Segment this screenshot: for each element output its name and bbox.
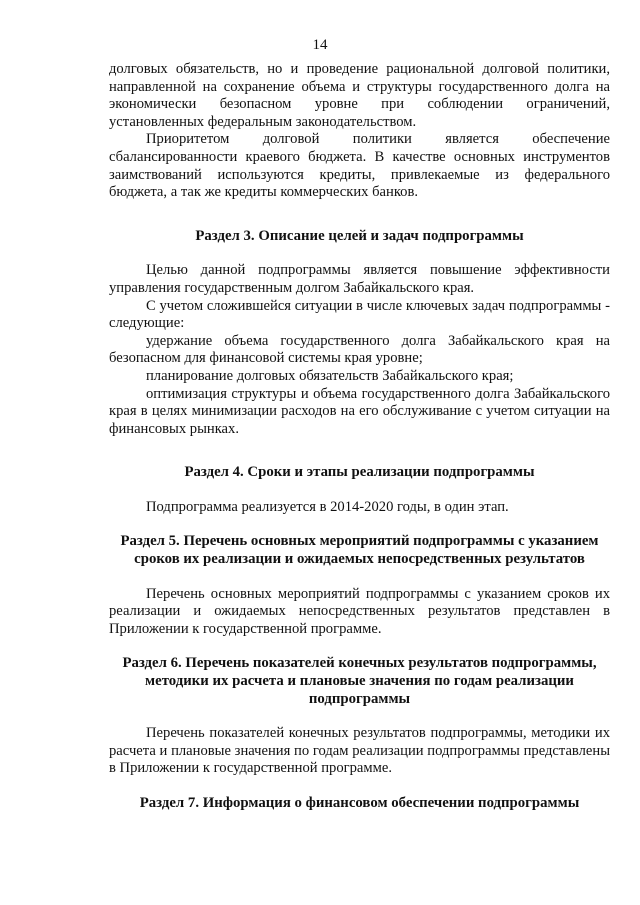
section-6-title-line-1: Раздел 6. Перечень показателей конечных результатов подпрограммы, — [122, 655, 597, 672]
intro-paragraph-2: Приоритетом долговой политики является обеспечение сбалансированности краевого бюджета. В качестве основных инструментов заимствований используются кредиты, привлекаемые из федерального бюджета, а так же кредиты коммерческих банков. — [109, 131, 610, 201]
section-3-paragraph-4: планирование долговых обязательств Забайкальского края; — [146, 367, 514, 384]
section-3-paragraph-1: Целью данной подпрограммы является повышение эффективности управления государственным долгом Забайкальского края. — [109, 262, 610, 296]
section-3-title: Раздел 3. Описание целей и задач подпрограммы — [195, 227, 524, 244]
section-6-title-line-3: подпрограммы — [308, 690, 411, 707]
section-4-paragraph: Подпрограмма реализуется в 2014-2020 годы, в один этап. — [146, 498, 509, 515]
intro-paragraph-1: долговых обязательств, но и проведение рациональной долговой политики, направленной на сохранение объема и структуры государственного долга на экономически безопасном уровне при соблюдении ограничений, установленных федеральным законодательством. — [109, 61, 610, 130]
section-3-paragraph-2: С учетом сложившейся ситуации в числе ключевых задач подпрограммы - следующие: — [109, 297, 610, 332]
page-number: 14 — [312, 37, 328, 53]
section-6-title-line-2: методики их расчета и плановые значения по годам реализации — [145, 673, 574, 690]
section-7-title: Раздел 7. Информация о финансовом обеспечении подпрограммы — [139, 795, 580, 811]
section-3-paragraph-5: оптимизация структуры и объема государственного долга Забайкальского края в целях минимизации расходов на его обслуживание с учетом ситуации на финансовых рынках. — [109, 385, 610, 437]
section-5-paragraph: Перечень основных мероприятий подпрограммы с указанием сроков их реализации и ожидаемых непосредственных результатов представлен в Приложении к государственной программе. — [109, 585, 610, 637]
section-4-title: Раздел 4. Сроки и этапы реализации подпрограммы — [184, 464, 535, 481]
page-content — [109, 61, 610, 813]
section-6-paragraph: Перечень показателей конечных результатов подпрограммы, методики их расчета и плановые значения по годам реализации подпрограммы представлены в Приложении к государственной программе. — [109, 725, 610, 777]
section-5-title-line-2: сроков их реализации и ожидаемых непосредственных результатов — [134, 551, 585, 568]
section-5-title-line-1: Раздел 5. Перечень основных мероприятий подпрограммы с указанием — [120, 533, 599, 550]
section-3-paragraph-3: удержание объема государственного долга Забайкальского края на безопасном для финансовой системы края уровне; — [109, 332, 610, 367]
